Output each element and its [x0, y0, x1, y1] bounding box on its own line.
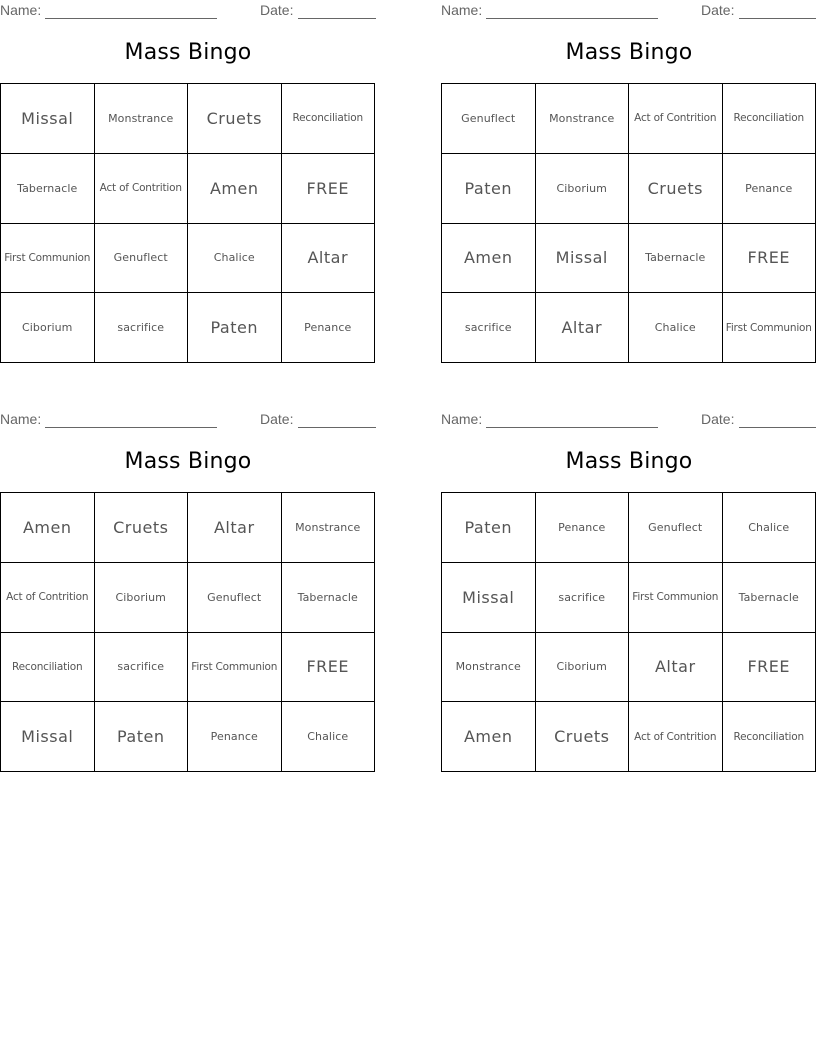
bingo-cell[interactable]: Reconciliation — [282, 84, 376, 154]
bingo-cell[interactable]: Altar — [536, 293, 630, 363]
bingo-cell[interactable]: Genuflect — [629, 493, 723, 563]
name-date-line — [441, 411, 816, 429]
date-label: Date: — [701, 411, 735, 427]
bingo-cell[interactable]: Altar — [629, 633, 723, 703]
name-blank-line[interactable] — [486, 18, 658, 19]
bingo-cell[interactable]: Chalice — [282, 702, 376, 772]
bingo-cell[interactable]: Monstrance — [536, 84, 630, 154]
bingo-cell[interactable]: Paten — [188, 293, 282, 363]
date-blank-line[interactable] — [739, 427, 816, 428]
bingo-cell[interactable]: Penance — [536, 493, 630, 563]
date-blank-line[interactable] — [298, 427, 376, 428]
bingo-cell[interactable]: Altar — [282, 224, 376, 294]
bingo-grid — [0, 83, 375, 363]
bingo-cell[interactable]: Ciborium — [536, 633, 630, 703]
name-date-line — [0, 2, 376, 20]
name-blank-line[interactable] — [486, 427, 658, 428]
bingo-cell[interactable]: sacrifice — [95, 633, 189, 703]
name-label: Name: — [0, 411, 42, 427]
bingo-cell[interactable]: Monstrance — [282, 493, 376, 563]
bingo-cell[interactable]: Chalice — [723, 493, 816, 563]
bingo-grid — [0, 492, 375, 772]
bingo-cell[interactable]: Genuflect — [442, 84, 536, 154]
bingo-cell[interactable]: Act of Contrition — [629, 84, 723, 154]
bingo-cell[interactable]: Ciborium — [95, 563, 189, 633]
bingo-cell[interactable]: Missal — [442, 563, 536, 633]
bingo-cell[interactable]: Missal — [536, 224, 630, 294]
bingo-cell[interactable]: Missal — [1, 84, 95, 154]
bingo-cell[interactable]: Monstrance — [442, 633, 536, 703]
bingo-cell[interactable]: Act of Contrition — [1, 563, 95, 633]
bingo-cell[interactable]: Reconciliation — [723, 84, 816, 154]
name-blank-line[interactable] — [45, 427, 217, 428]
bingo-cell[interactable]: Chalice — [188, 224, 282, 294]
bingo-cell[interactable]: Act of Contrition — [629, 702, 723, 772]
date-blank-line[interactable] — [739, 18, 816, 19]
bingo-cell[interactable]: Ciborium — [1, 293, 95, 363]
bingo-cell[interactable]: Amen — [188, 154, 282, 224]
bingo-cell[interactable]: Genuflect — [95, 224, 189, 294]
bingo-cell[interactable]: Missal — [1, 702, 95, 772]
date-blank-line[interactable] — [298, 18, 376, 19]
bingo-cell[interactable]: Reconciliation — [723, 702, 816, 772]
bingo-cell[interactable]: sacrifice — [536, 563, 630, 633]
bingo-cell[interactable]: Tabernacle — [1, 154, 95, 224]
bingo-cell[interactable]: FREE — [282, 633, 376, 703]
bingo-cell[interactable]: FREE — [723, 633, 816, 703]
date-label: Date: — [260, 411, 294, 427]
bingo-cell[interactable]: Penance — [282, 293, 376, 363]
bingo-cell[interactable]: Altar — [188, 493, 282, 563]
bingo-cell[interactable]: First Communion — [1, 224, 95, 294]
bingo-cell[interactable]: Paten — [442, 493, 536, 563]
bingo-cell[interactable]: Amen — [442, 702, 536, 772]
bingo-cell[interactable]: Chalice — [629, 293, 723, 363]
name-label: Name: — [441, 2, 483, 18]
bingo-cell[interactable]: First Communion — [723, 293, 816, 363]
name-blank-line[interactable] — [45, 18, 217, 19]
name-date-line — [0, 411, 376, 429]
bingo-cell[interactable]: FREE — [282, 154, 376, 224]
bingo-cell[interactable]: sacrifice — [442, 293, 536, 363]
bingo-grid — [441, 83, 816, 363]
bingo-cell[interactable]: Tabernacle — [723, 563, 816, 633]
bingo-cell[interactable]: Penance — [723, 154, 816, 224]
bingo-cell[interactable]: Act of Contrition — [95, 154, 189, 224]
bingo-cell[interactable]: Tabernacle — [629, 224, 723, 294]
card-title: Mass Bingo — [124, 40, 252, 65]
name-label: Name: — [441, 411, 483, 427]
card-title: Mass Bingo — [565, 449, 693, 474]
bingo-cell[interactable]: Reconciliation — [1, 633, 95, 703]
name-label: Name: — [0, 2, 42, 18]
bingo-cell[interactable]: Paten — [442, 154, 536, 224]
bingo-cell[interactable]: Cruets — [188, 84, 282, 154]
card-title: Mass Bingo — [565, 40, 693, 65]
bingo-cell[interactable]: Cruets — [536, 702, 630, 772]
bingo-cell[interactable]: Amen — [1, 493, 95, 563]
bingo-cell[interactable]: Genuflect — [188, 563, 282, 633]
bingo-cell[interactable]: Tabernacle — [282, 563, 376, 633]
date-label: Date: — [260, 2, 294, 18]
date-label: Date: — [701, 2, 735, 18]
bingo-cell[interactable]: Monstrance — [95, 84, 189, 154]
name-date-line — [441, 2, 816, 20]
bingo-cell[interactable]: FREE — [723, 224, 816, 294]
bingo-cell[interactable]: First Communion — [188, 633, 282, 703]
card-title: Mass Bingo — [124, 449, 252, 474]
bingo-cell[interactable]: Penance — [188, 702, 282, 772]
bingo-cell[interactable]: sacrifice — [95, 293, 189, 363]
bingo-cell[interactable]: Amen — [442, 224, 536, 294]
bingo-cell[interactable]: Ciborium — [536, 154, 630, 224]
bingo-cell[interactable]: Cruets — [95, 493, 189, 563]
bingo-cell[interactable]: First Communion — [629, 563, 723, 633]
bingo-grid — [441, 492, 816, 772]
bingo-cell[interactable]: Paten — [95, 702, 189, 772]
bingo-cell[interactable]: Cruets — [629, 154, 723, 224]
